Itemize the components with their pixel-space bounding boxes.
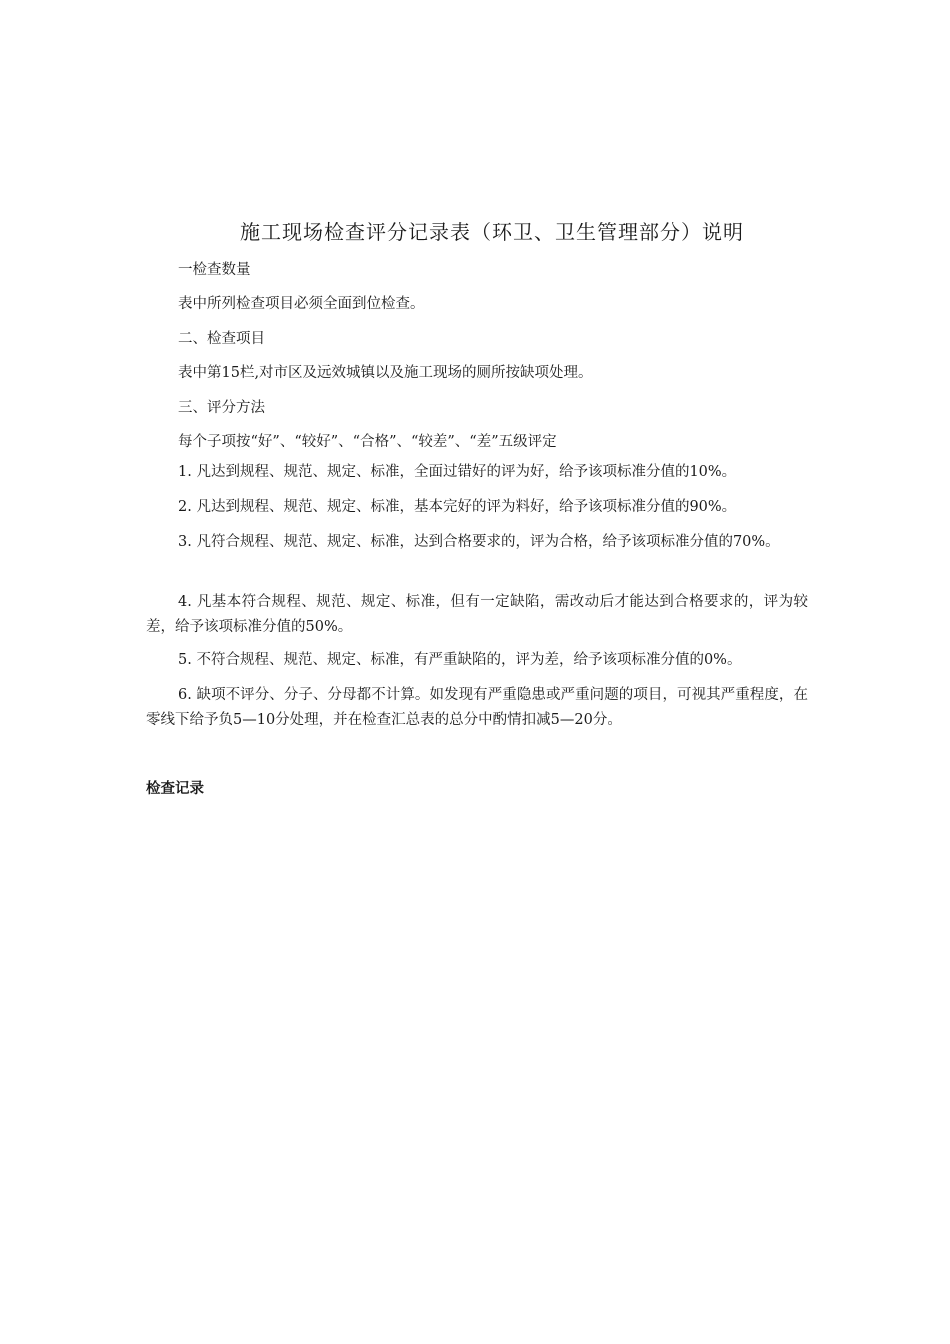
document-title: 施工现场检查评分记录表（环卫、卫生管理部分）说明 <box>240 220 744 244</box>
section-heading-method: 三、评分方法 <box>178 400 265 416</box>
section-text-quantity: 表中所列检查项目必须全面到位检查。 <box>178 296 425 312</box>
section-intro-method: 每个子项按“好”、“较好”、“合格”、“较差”、“差”五级评定 <box>178 434 557 450</box>
section-heading-quantity: 一检查数量 <box>178 262 251 278</box>
scoring-item-1: 1. 凡达到规程、规范、规定、标准，全面过错好的评为好，给予该项标准分值的10%。 <box>178 464 737 480</box>
record-heading: 检查记录 <box>146 781 204 797</box>
section-heading-items: 二、检查项目 <box>178 331 265 347</box>
scoring-item-6: 6. 缺项不评分、分子、分母都不计算。如发现有严重隐患或严重问题的项目，可视其严重程度，在零线下给予负5—10分处理，并在检查汇总表的总分中酌情扣减5—20分。 <box>146 687 808 728</box>
scoring-item-2: 2. 凡达到规程、规范、规定、标准，基本完好的评为料好，给予该项标准分值的90%。 <box>178 499 737 515</box>
scoring-item-3: 3. 凡符合规程、规范、规定、标准，达到合格要求的，评为合格，给予该项标准分值的70%。 <box>178 534 780 550</box>
scoring-item-4: 4. 凡基本符合规程、规范、规定、标准，但有一定缺陷，需改动后才能达到合格要求的，评为较差，给予该项标准分值的50%。 <box>146 594 808 635</box>
section-text-items: 表中第15栏,对市区及远效城镇以及施工现场的厕所按缺项处理。 <box>178 365 593 381</box>
scoring-item-5: 5. 不符合规程、规范、规定、标准，有严重缺陷的，评为差，给予该项标准分值的0%。 <box>178 652 742 668</box>
